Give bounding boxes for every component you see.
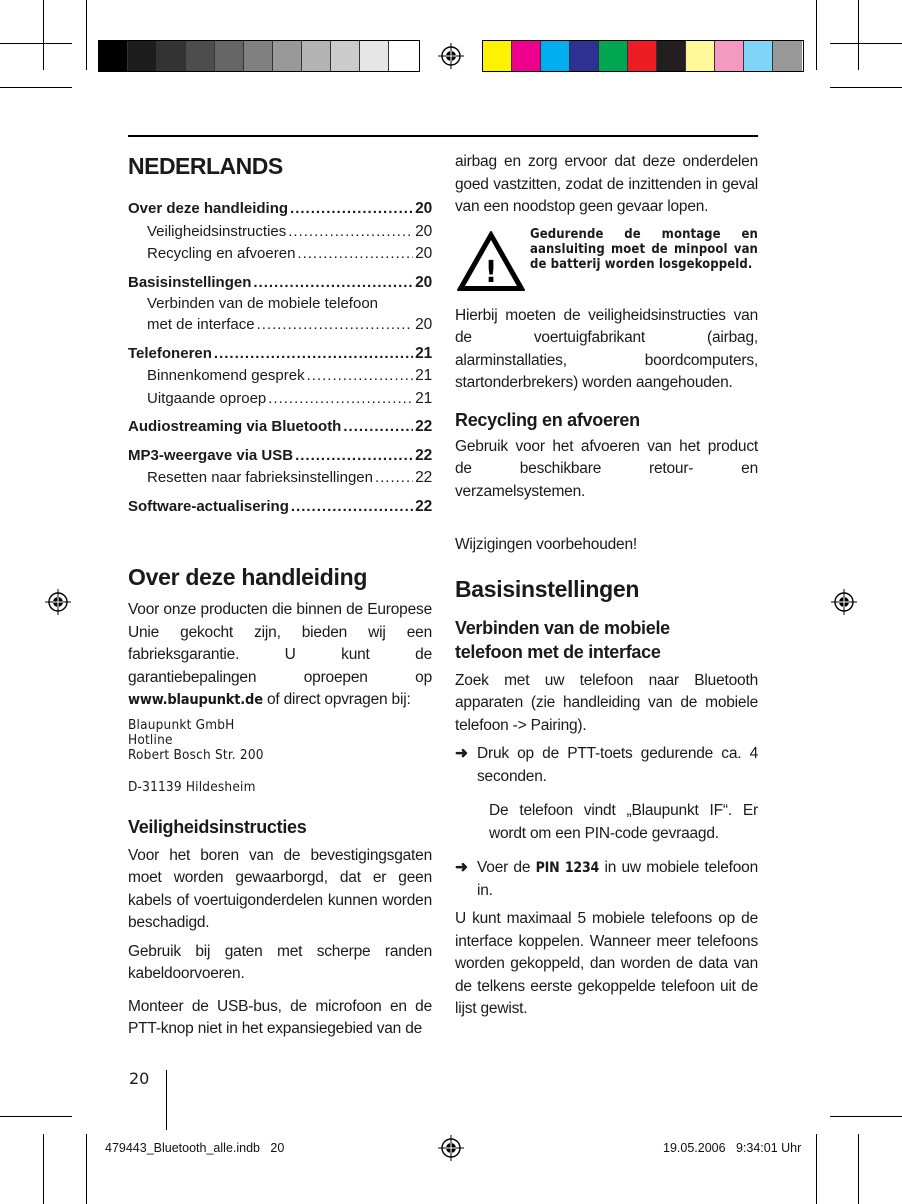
footer-page: 20: [270, 1141, 285, 1155]
safety-paragraph-2: Gebruik bij gaten met scherpe randen kabeldoorvoeren.: [128, 942, 432, 982]
basis-paragraph-1: Zoek met uw telefoon naar Bluetooth apparaten (zie handleiding van de mobiele telefoon -> Pairing).: [455, 671, 758, 734]
left-column: [128, 153, 432, 518]
toc-entry[interactable]: [128, 294, 432, 314]
pin-code: PIN 1234: [535, 860, 600, 876]
footer-datetime: 19.05.2006 9:34:01 Uhr: [663, 1141, 802, 1155]
basis-subtitle: [455, 616, 758, 664]
blaupunkt-website-link[interactable]: www.blaupunkt.de: [128, 692, 263, 708]
toc-entry-label: Over deze handleiding: [128, 200, 289, 217]
safety-paragraph-3-start: Monteer de USB-bus, de microfoon en de PTT-knop niet in het expansiegebied van de: [128, 997, 432, 1037]
toc-leader-dots: [343, 417, 413, 437]
color-swatch: [215, 41, 244, 71]
toc-leader-dots: [307, 366, 414, 386]
crop-mark: [816, 0, 817, 70]
color-swatch: [715, 41, 744, 71]
about-title: Over deze handleiding: [128, 564, 368, 590]
step-2-text-end: in uw mobiele telefoon in.: [477, 859, 759, 899]
arrow-icon: ➜: [455, 745, 468, 762]
language-title: NEDERLANDS: [128, 153, 283, 179]
footer-slug-file: [105, 1141, 284, 1155]
about-text: Voor onze producten die binnen de Europese Unie gekocht zijn, bieden wij een fabrieksgarantie. U kunt de garantiebepalingen oproepen op: [128, 601, 432, 686]
crop-mark: [830, 87, 902, 88]
toc-entry-page: 20: [415, 273, 432, 291]
toc-entry-label: Audiostreaming via Bluetooth: [128, 418, 342, 435]
toc-entry-page: 20: [415, 316, 432, 333]
safety-title: Veiligheidsinstructies: [128, 816, 307, 837]
recycling-paragraph: Gebruik voor het afvoeren van het product de beschikbare retour- en verzamelsystemen.: [455, 437, 758, 500]
safety-paragraph-4: Hierbij moeten de veiligheidsinstructies van de voertuigfabrikant (airbag, alarminstallaties, boordcomputers, startonderbrekers) worden aangehouden.: [455, 306, 758, 391]
registration-mark-icon: [438, 1135, 464, 1161]
process-color-bar: [482, 40, 804, 72]
header-rule: [128, 135, 758, 137]
toc-leader-dots: [288, 222, 413, 242]
warning-triangle-icon: [455, 229, 527, 293]
step-2-text: [477, 857, 758, 902]
color-swatch: [99, 41, 128, 71]
toc-leader-dots: [291, 497, 413, 517]
warning-block: [455, 226, 758, 293]
recycling-title: Recycling en afvoeren: [455, 409, 640, 430]
toc-entry-label: Binnenkomend gesprek: [147, 367, 305, 384]
toc-entry-label: Basisinstellingen: [128, 273, 252, 291]
toc-entry[interactable]: [128, 467, 432, 490]
toc-entry-page: 22: [415, 469, 432, 486]
crop-mark: [816, 1134, 817, 1204]
crop-mark: [86, 1134, 87, 1204]
color-swatch: [244, 41, 273, 71]
toc-entry[interactable]: [128, 243, 432, 266]
registration-mark-icon: [438, 43, 464, 69]
toc-entry[interactable]: [128, 314, 432, 337]
toc-leader-dots: [253, 273, 413, 293]
color-swatch: [389, 41, 418, 71]
toc-leader-dots: [257, 315, 414, 335]
address-company: Blaupunkt GmbH: [128, 716, 235, 733]
registration-mark-icon: [831, 589, 857, 615]
toc-entry-page: 21: [415, 389, 432, 407]
color-swatch: [744, 41, 773, 71]
toc-entry-page: 22: [415, 497, 432, 515]
step-2: [455, 857, 758, 902]
toc-entry-page: 20: [415, 245, 432, 262]
safety-paragraph-3-end: airbag en zorg ervoor dat deze onderdelen goed vastzitten, zodat de inzittenden in geval van een noodstop geen gevaar lopen.: [455, 153, 758, 215]
toc-entry[interactable]: [128, 272, 432, 295]
changes-note: Wijzigingen voorbehouden!: [455, 536, 637, 553]
crop-mark: [830, 43, 902, 44]
color-swatch: [541, 41, 570, 71]
color-swatch: [686, 41, 715, 71]
color-swatch: [186, 41, 215, 71]
toc-leader-dots: [297, 244, 413, 264]
crop-mark: [0, 43, 72, 44]
crop-mark: [43, 1134, 44, 1204]
address-street: Robert Bosch Str. 200: [128, 746, 264, 763]
step-2-text-start: Voer de: [477, 859, 531, 876]
toc-entry-page: 22: [415, 446, 432, 464]
arrow-icon: ➜: [455, 859, 468, 876]
toc-entry-label: Resetten naar fabrieksinstellingen: [147, 469, 373, 486]
color-swatch: [599, 41, 628, 71]
toc-leader-dots: [268, 389, 413, 409]
toc-entry[interactable]: [128, 445, 432, 468]
color-swatch: [483, 41, 512, 71]
toc-entry-label: Verbinden van de mobiele telefoon: [147, 295, 379, 312]
color-swatch: [512, 41, 541, 71]
left-column-body: [128, 564, 432, 1041]
toc-leader-dots: [214, 344, 413, 364]
step-1-note: De telefoon vindt „Blaupunkt IF“. Er wordt om een PIN-code gevraagd.: [489, 802, 758, 842]
toc-entry[interactable]: [128, 198, 432, 221]
warning-text: Gedurende de montage en aansluiting moet de minpool van de batterij worden losgekoppeld.: [530, 226, 758, 272]
warning-symbol: !: [484, 254, 498, 290]
gray-color-bar: [98, 40, 420, 72]
toc-entry-page: 21: [415, 344, 432, 362]
toc-entry[interactable]: [128, 365, 432, 388]
safety-paragraph-1: Voor het boren van de bevestigingsgaten moet worden gewaarborgd, dat er geen kabels of voertuigonderdelen kunnen worden beschadigd.: [128, 846, 432, 931]
toc-leader-dots: [295, 446, 413, 466]
toc-entry[interactable]: [128, 343, 432, 366]
color-swatch: [773, 41, 802, 71]
address-block: [128, 718, 432, 795]
address-city: D-31139 Hildesheim: [128, 778, 256, 795]
color-swatch: [331, 41, 360, 71]
color-swatch: [302, 41, 331, 71]
basis-paragraph-2: U kunt maximaal 5 mobiele telefoons op de interface koppelen. Wanneer meer telefoons worden gekoppeld, dan worden de data van de telkens eerste gekoppelde telefoon uit de lijst gewist.: [455, 910, 758, 1017]
color-swatch: [273, 41, 302, 71]
crop-mark: [830, 1116, 902, 1117]
color-swatch: [657, 41, 686, 71]
step-1-text: Druk op de PTT-toets gedurende ca. 4 seconden.: [477, 745, 758, 785]
crop-mark: [858, 0, 859, 70]
toc-entry-label: Software-actualisering: [128, 497, 289, 515]
toc-entry-page: 22: [415, 418, 432, 435]
address-hotline: Hotline: [128, 731, 173, 748]
color-swatch: [128, 41, 157, 71]
footer-file: 479443_Bluetooth_alle.indb: [105, 1141, 260, 1155]
toc-entry[interactable]: [128, 221, 432, 244]
crop-mark: [43, 0, 44, 70]
toc-entry-label: MP3-weergave via USB: [128, 446, 294, 464]
about-paragraph: [128, 599, 432, 712]
color-swatch: [570, 41, 599, 71]
crop-mark: [0, 1116, 72, 1117]
color-swatch: [157, 41, 186, 71]
toc-entry-page: 21: [415, 367, 432, 384]
toc-entry[interactable]: [128, 416, 432, 439]
crop-mark: [858, 1134, 859, 1204]
step-1: [455, 743, 758, 788]
toc-entry-label: Telefoneren: [128, 344, 212, 362]
registration-mark-icon: [45, 589, 71, 615]
toc-entry-label: Recycling en afvoeren: [147, 245, 296, 262]
about-text-end: of direct opvragen bij:: [266, 691, 411, 708]
crop-mark: [166, 1070, 167, 1130]
basis-title: Basisinstellingen: [455, 575, 640, 602]
toc-entry[interactable]: [128, 496, 432, 519]
crop-mark: [0, 87, 72, 88]
color-swatch: [360, 41, 389, 71]
page-number: 20: [129, 1069, 150, 1088]
basis-subtitle-line-1: Verbinden van de mobiele: [455, 617, 670, 638]
toc-entry[interactable]: [128, 388, 432, 411]
toc-leader-dots: [290, 199, 413, 219]
toc-entry-label: Veiligheidsinstructies: [147, 222, 287, 240]
toc-entry-page: 20: [415, 200, 432, 217]
toc-entry-label: met de interface: [147, 316, 255, 333]
toc-entry-label: Uitgaande oproep: [147, 389, 267, 407]
toc-entry-page: 20: [415, 222, 432, 240]
table-of-contents: [128, 198, 432, 518]
right-column: [455, 151, 758, 1021]
basis-subtitle-line-2: telefoon met de interface: [455, 641, 661, 662]
color-swatch: [628, 41, 657, 71]
crop-mark: [86, 0, 87, 70]
toc-leader-dots: [375, 468, 413, 488]
